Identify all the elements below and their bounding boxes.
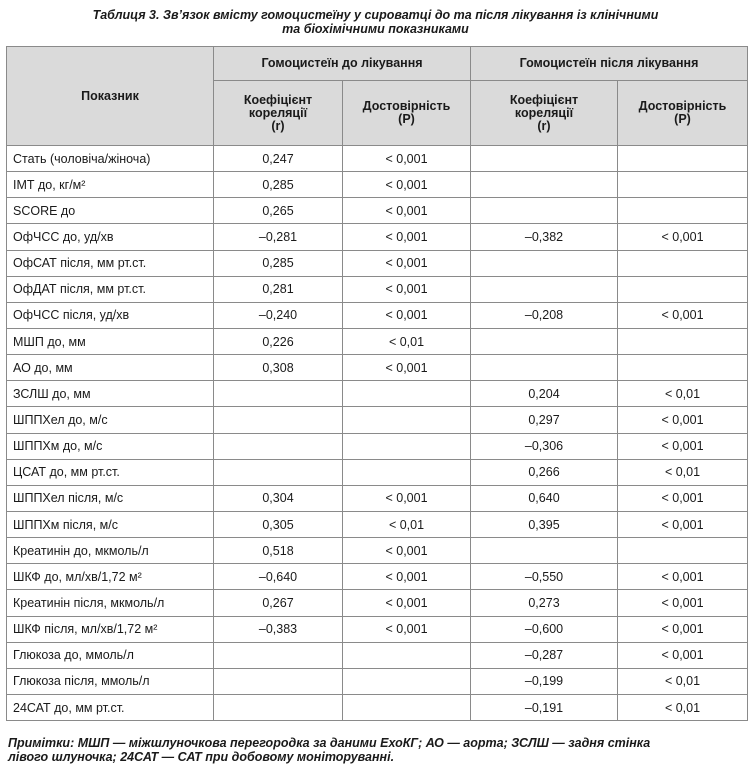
header-sig-after <box>618 81 748 146</box>
row-r-before: 0,518 <box>214 538 343 564</box>
row-indicator-name: ЗСЛШ до, мм <box>7 381 214 407</box>
row-r-after: –0,287 <box>471 642 618 668</box>
row-p-after <box>618 355 748 381</box>
header-indicator: Показник <box>7 47 214 146</box>
row-r-after: –0,306 <box>471 433 618 459</box>
row-indicator-name: ШППХм після, м/с <box>7 511 214 537</box>
table-row <box>7 616 748 642</box>
row-indicator-name: Креатинін до, мкмоль/л <box>7 538 214 564</box>
row-r-before: 0,267 <box>214 590 343 616</box>
table-row <box>7 302 748 328</box>
row-r-before: –0,383 <box>214 616 343 642</box>
row-r-after: 0,395 <box>471 511 618 537</box>
table-row <box>7 459 748 485</box>
table-row <box>7 485 748 511</box>
row-r-before: 0,281 <box>214 276 343 302</box>
table-row <box>7 564 748 590</box>
row-r-after <box>471 355 618 381</box>
row-r-before: 0,285 <box>214 172 343 198</box>
row-p-before: < 0,001 <box>343 355 471 381</box>
table-row <box>7 433 748 459</box>
row-r-before: 0,285 <box>214 250 343 276</box>
row-r-after: –0,191 <box>471 694 618 720</box>
table-body <box>7 146 748 721</box>
row-indicator-name: Глюкоза до, ммоль/л <box>7 642 214 668</box>
row-r-before: –0,640 <box>214 564 343 590</box>
row-r-after: –0,208 <box>471 302 618 328</box>
row-r-before <box>214 694 343 720</box>
table-row <box>7 668 748 694</box>
table-row <box>7 172 748 198</box>
table-row <box>7 276 748 302</box>
row-p-before: < 0,001 <box>343 250 471 276</box>
row-p-before <box>343 668 471 694</box>
caption-line-2: та біохімічними показниками <box>282 22 469 36</box>
row-p-before: < 0,001 <box>343 616 471 642</box>
row-r-before: 0,247 <box>214 146 343 172</box>
header-coef-line: (r) <box>537 118 551 133</box>
row-indicator-name: SCORE до <box>7 198 214 224</box>
row-r-before: 0,308 <box>214 355 343 381</box>
row-p-before: < 0,001 <box>343 302 471 328</box>
row-r-after: –0,600 <box>471 616 618 642</box>
row-p-after: < 0,001 <box>618 407 748 433</box>
table-row <box>7 590 748 616</box>
row-p-after: < 0,001 <box>618 302 748 328</box>
table-row <box>7 407 748 433</box>
table-row <box>7 694 748 720</box>
row-p-before: < 0,001 <box>343 485 471 511</box>
notes-line-1: Примітки: МШП — міжшлуночкова перегородка за даними ЕхоКГ; АО — аорта; ЗСЛШ — задня стінка <box>8 736 651 750</box>
header-sig-line: Достовірність <box>362 99 451 113</box>
row-p-after: < 0,001 <box>618 224 748 250</box>
table-row <box>7 642 748 668</box>
row-r-after <box>471 172 618 198</box>
notes-line-2: лівого шлуночка; 24САТ — САТ при добовому моніторуванні. <box>8 750 395 764</box>
row-r-after <box>471 538 618 564</box>
row-p-before: < 0,001 <box>343 224 471 250</box>
header-coef-line: Коефіцієнт <box>243 92 313 107</box>
row-indicator-name: ШКФ після, мл/хв/1,72 м² <box>7 616 214 642</box>
header-sig-line: Достовірність <box>638 99 727 113</box>
row-p-after: < 0,01 <box>618 381 748 407</box>
row-r-before: 0,304 <box>214 485 343 511</box>
row-indicator-name: ШППХел після, м/с <box>7 485 214 511</box>
row-p-after: < 0,01 <box>618 459 748 485</box>
row-p-after <box>618 146 748 172</box>
row-p-after: < 0,001 <box>618 590 748 616</box>
header-group-before: Гомоцистеїн до лікування <box>214 47 471 81</box>
header-coef-after <box>471 81 618 146</box>
row-r-after: 0,273 <box>471 590 618 616</box>
row-r-after <box>471 146 618 172</box>
row-p-after <box>618 250 748 276</box>
table-notes <box>8 736 743 764</box>
header-coef-line: кореляції <box>514 105 574 120</box>
table-header <box>7 47 748 146</box>
row-r-before <box>214 407 343 433</box>
row-p-after: < 0,01 <box>618 668 748 694</box>
table-row <box>7 381 748 407</box>
row-r-before: –0,281 <box>214 224 343 250</box>
row-p-after <box>618 172 748 198</box>
row-r-before <box>214 433 343 459</box>
table-row <box>7 250 748 276</box>
row-indicator-name: ОфЧСС до, уд/хв <box>7 224 214 250</box>
header-group-after: Гомоцистеїн після лікування <box>471 47 748 81</box>
row-p-before: < 0,001 <box>343 146 471 172</box>
row-p-before: < 0,001 <box>343 590 471 616</box>
row-r-after <box>471 198 618 224</box>
row-indicator-name: ШКФ до, мл/хв/1,72 м² <box>7 564 214 590</box>
row-indicator-name: 24САТ до, мм рт.ст. <box>7 694 214 720</box>
row-p-after <box>618 538 748 564</box>
row-p-after: < 0,001 <box>618 433 748 459</box>
row-p-after: < 0,001 <box>618 642 748 668</box>
row-r-after: 0,297 <box>471 407 618 433</box>
header-sig-before <box>343 81 471 146</box>
row-p-before <box>343 459 471 485</box>
row-r-before <box>214 642 343 668</box>
table-row <box>7 511 748 537</box>
row-r-after: 0,204 <box>471 381 618 407</box>
header-coef-line: Коефіцієнт <box>509 92 579 107</box>
row-indicator-name: ОфДАТ після, мм рт.ст. <box>7 276 214 302</box>
header-coef-line: кореляції <box>248 105 308 120</box>
row-indicator-name: ОфСАТ після, мм рт.ст. <box>7 250 214 276</box>
row-indicator-name: МШП до, мм <box>7 328 214 354</box>
row-r-after <box>471 250 618 276</box>
row-p-before: < 0,001 <box>343 538 471 564</box>
table-row <box>7 198 748 224</box>
row-p-before: < 0,01 <box>343 328 471 354</box>
row-r-before: –0,240 <box>214 302 343 328</box>
row-indicator-name: Креатинін після, мкмоль/л <box>7 590 214 616</box>
row-indicator-name: ШППХм до, м/с <box>7 433 214 459</box>
row-indicator-name: Глюкоза після, ммоль/л <box>7 668 214 694</box>
row-indicator-name: ЦСАТ до, мм рт.ст. <box>7 459 214 485</box>
row-p-before: < 0,001 <box>343 198 471 224</box>
table-row <box>7 146 748 172</box>
row-p-after: < 0,01 <box>618 694 748 720</box>
row-p-after: < 0,001 <box>618 511 748 537</box>
row-indicator-name: ІМТ до, кг/м² <box>7 172 214 198</box>
row-indicator-name: Стать (чоловіча/жіноча) <box>7 146 214 172</box>
table-row <box>7 328 748 354</box>
header-sig-line: (P) <box>398 112 415 126</box>
row-p-before <box>343 381 471 407</box>
table-row <box>7 538 748 564</box>
row-p-after: < 0,001 <box>618 616 748 642</box>
row-p-before <box>343 642 471 668</box>
row-p-before: < 0,001 <box>343 564 471 590</box>
row-r-after <box>471 328 618 354</box>
row-r-before: 0,305 <box>214 511 343 537</box>
row-indicator-name: ОфЧСС після, уд/хв <box>7 302 214 328</box>
row-r-after: –0,550 <box>471 564 618 590</box>
caption-line-1: Таблиця 3. Зв’язок вмісту гомоцистеїну у сироватці до та після лікування із клінічними <box>92 8 659 22</box>
row-p-before <box>343 694 471 720</box>
row-r-before: 0,226 <box>214 328 343 354</box>
row-p-before: < 0,001 <box>343 172 471 198</box>
row-p-after <box>618 198 748 224</box>
row-p-before: < 0,001 <box>343 276 471 302</box>
row-p-after <box>618 276 748 302</box>
row-r-before <box>214 668 343 694</box>
correlation-table <box>6 46 748 721</box>
row-r-after: –0,382 <box>471 224 618 250</box>
row-indicator-name: ШППХел до, м/с <box>7 407 214 433</box>
row-r-before <box>214 459 343 485</box>
row-r-after: –0,199 <box>471 668 618 694</box>
table-row <box>7 224 748 250</box>
row-p-before <box>343 407 471 433</box>
row-p-after: < 0,001 <box>618 564 748 590</box>
row-indicator-name: АО до, мм <box>7 355 214 381</box>
header-sig-line: (P) <box>674 112 691 126</box>
row-r-before: 0,265 <box>214 198 343 224</box>
table-container <box>6 46 747 721</box>
row-p-after: < 0,001 <box>618 485 748 511</box>
row-r-before <box>214 381 343 407</box>
row-p-before: < 0,01 <box>343 511 471 537</box>
row-r-after: 0,640 <box>471 485 618 511</box>
table-caption <box>0 8 751 36</box>
row-p-before <box>343 433 471 459</box>
row-p-after <box>618 328 748 354</box>
header-coef-before <box>214 81 343 146</box>
table-row <box>7 355 748 381</box>
row-r-after: 0,266 <box>471 459 618 485</box>
row-r-after <box>471 276 618 302</box>
header-coef-line: (r) <box>271 118 285 133</box>
